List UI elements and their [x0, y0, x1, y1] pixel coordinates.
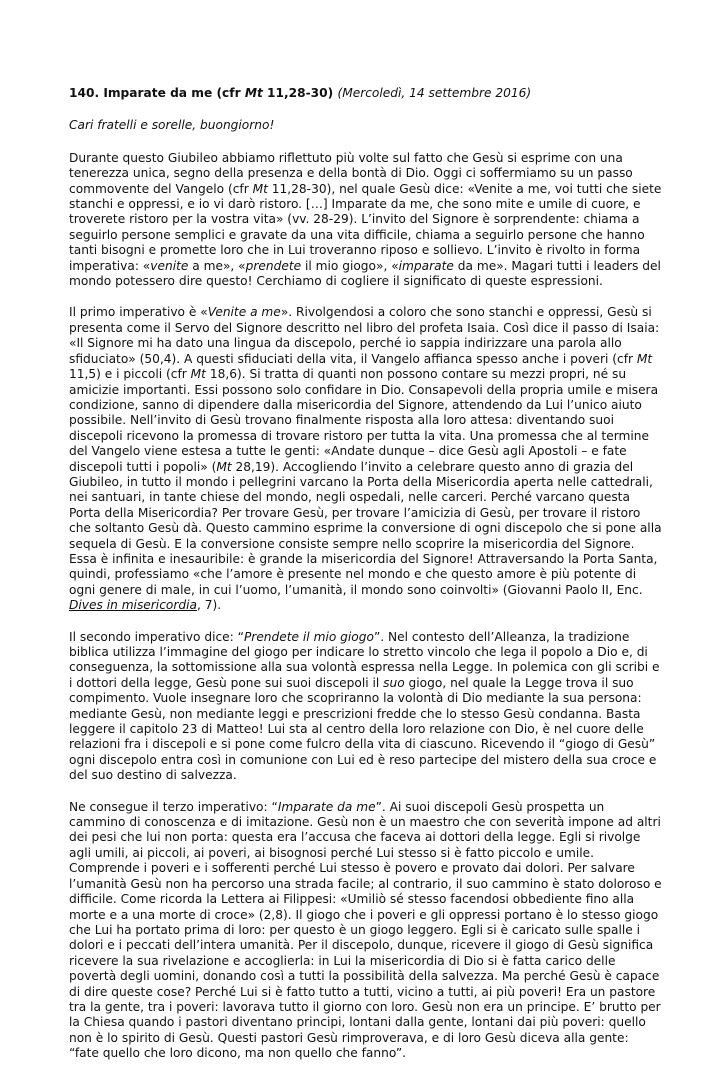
section-number: 140.	[69, 86, 100, 100]
text-run: da me». Magari tutti i leaders del mondo potessero dire questo! Cerchiamo di cogliere il significato di queste espressioni.	[69, 258, 661, 289]
title-gospel-ref: Mt	[244, 86, 263, 100]
text-run: ». Rivolgendosi a coloro che sono stanchi e oppressi, Gesù si presenta come il Servo del Signore descritto nel libro del profeta Isaia. Così dice il passo di Isaia: «Il Signore mi ha dato una lingua da discepolo, perché io sappia indirizzare una parola allo sfiduciato» (50,4). A questi sfiduciati della vita, il Vangelo affianca spesso anche i poveri (cfr	[69, 305, 660, 366]
italic-run: prendete	[245, 258, 302, 273]
text-run: a me», «	[188, 258, 246, 273]
text-run: 11,28-30), nel quale Gesù dice: «Venite a me, voi tutti che siete stanchi e oppressi, e io vi darò ristoro. […] Imparate da me, che sono mite e umile di cuore, e troverete ristoro per la vostra vita» (vv. 28-29). L’invito del Signore è sorprendente: chiama a seguirlo persone semplici e gravate da una vita difficile, chiama a seguirlo persone che hanno tanti bisogni e promette loro che in Lui troveranno riposo e sollievo. L’invito è rivolto in forma imperativa: «	[69, 181, 662, 273]
title-text: Imparate da me (cfr	[103, 86, 245, 100]
text-run: ”. Nel contesto dell’Alleanza, la tradizione biblica utilizza l’immagine del giogo per indicare lo stretto vincolo che lega il popolo a Dio e, di conseguenza, la sottomissione alla sua volontà espressa nella Legge. In polemica con gli scribi e i dottori della legge, Gesù pone sui suoi discepoli il	[69, 629, 660, 690]
encyclical-link[interactable]: Dives in misericordia	[69, 598, 197, 613]
paragraph-first-imperative	[69, 305, 662, 613]
italic-run: Mt	[216, 459, 232, 474]
document-page	[69, 86, 662, 1078]
text-run: Il secondo imperativo dice: “	[69, 629, 244, 644]
greeting: Cari fratelli e sorelle, buongiorno!	[69, 118, 275, 133]
text-run: Durante questo Giubileo abbiamo riflettuto più volte sul fatto che Gesù si esprime con una tenerezza unica, segno della presenza e della bontà di Dio. Oggi ci soffermiamo su un passo commovente del Vangelo (cfr	[69, 150, 633, 196]
italic-run: Prendete il mio giogo	[243, 629, 374, 644]
text-run: giogo, nel quale la Legge trova il suo compimento. Vuole insegnare loro che scopriranno la volontà di Dio mediante la sua persona: mediante Gesù, non mediante leggi e prescrizioni fredde che lo stesso Gesù condanna. Basta leggere il capitolo 23 di Matteo! Lui sta al centro della loro relazione con Dio, è nel cuore delle relazioni fra i discepoli e si pone come fulcro della vita di ciascuno. Ricevendo il “giogo di Gesù” ogni discepolo entra così in comunione con Lui ed è reso partecipe del mistero della sua croce e del suo destino di salvezza.	[69, 675, 657, 783]
italic-run: Imparate da me	[277, 799, 376, 814]
text-run: 11,5) e i piccoli (cfr	[69, 367, 191, 382]
title-date: (Mercoledì, 14 settembre 2016)	[337, 86, 532, 100]
text-run: Il primo imperativo è «	[69, 305, 208, 320]
italic-run: suo	[383, 675, 405, 690]
text-run: 28,19). Accogliendo l’invito a celebrare questo anno di grazia del Giubileo, in tutto il mondo i pellegrini varcano la Porta della Misericordia aperta nelle cattedrali, nei santuari, in tante chiese del mondo, negli ospedali, nelle carceri. Perché varcano questa Porta della Misericordia? Per trovare Gesù, per trovare l’amicizia di Gesù, per trovare il ristoro che soltanto Gesù dà. Questo cammino esprime la conversione di ogni discepolo che si pone alla sequela di Gesù. E la conversione consiste sempre nello scoprire la misericordia del Signore. Essa è infinita e inesauribile: è grande la misericordia del Signore! Attraversando la Porta Santa, quindi, professiamo «che l’amore è presente nel mondo e che questo amore è più potente di ogni genere di male, in cui l’uomo, l’umanità, il mondo sono coinvolti» (Giovanni Paolo II, Enc.	[69, 459, 662, 597]
text-run: , 7).	[196, 598, 222, 613]
text-run: Ne consegue il terzo imperativo: “	[69, 799, 278, 814]
paragraph-second-imperative	[69, 630, 662, 784]
text-run: 18,6). Si tratta di quanti non possono contare su mezzi propri, né su amicizie importanti. Essi possono solo confidare in Dio. Consapevoli della propria umile e misera condizione, sanno di dipendere dalla misericordia del Signore, attendendo da Lui l’unico aiuto possibile. Nell’invito di Gesù trovano finalmente risposta alla loro attesa: diventando suoi discepoli ricevono la promessa di trovare ristoro per tutta la vita. Una promessa che al termine del Vangelo viene estesa a tutte le genti: «Andate dunque – dice Gesù agli Apostoli – e fate discepoli tutti i popoli» (	[69, 367, 659, 474]
italic-run: Mt	[636, 351, 653, 366]
italic-run: Mt	[190, 367, 206, 382]
italic-run: imparate	[398, 258, 454, 273]
italic-run: Mt	[252, 181, 268, 196]
italic-run: Venite a me	[207, 305, 281, 320]
text-run: ”. Ai suoi discepoli Gesù prospetta un cammino di conoscenza e di imitazione. Gesù non è un maestro che con severità impone ad altri dei pesi che lui non porta: questa era l’accusa che faceva ai dottori della legge. Egli si rivolge agli umili, ai piccoli, ai poveri, ai bisognosi perché Lui stesso si è fatto piccolo e umile. Comprende i poveri e i sofferenti perché Lui stesso è povero e provato dai dolori. Per salvare l’umanità Gesù non ha percorso una strada facile; al contrario, il suo cammino è stato doloroso e difficile. Come ricorda la Lettera ai Filippesi: «Umiliò sé stesso facendosi obbediente fino alla morte e a una morte di croce» (2,8). Il giogo che i poveri e gli oppressi portano è lo stesso giogo che Lui ha portato prima di loro: per questo è un giogo leggero. Egli si è caricato sulle spalle i dolori e i peccati dell’intera umanità. Per il discepolo, dunque, ricevere il giogo di Gesù significa ricevere la sua rivelazione e accoglierla: in Lui la misericordia di Dio si è fatta carico delle povertà degli uomini, donando così a tutti la possibilità della salvezza. Ma perché Gesù è capace di dire queste cose? Perché Lui si è fatto tutto a tutti, vicino a tutti, ai più poveri! Era un pastore tra la gente, tra i poveri: lavorava tutto il giorno con loro. Gesù non era un principe. E’ brutto per la Chiesa quando i pastori diventano principi, lontani dalla gente, lontani dai più poveri: quello non è lo spirito di Gesù. Questi pastori Gesù rimproverava, e di loro Gesù diceva alla gente: “fate quello che loro dicono, ma non quello che fanno”.	[69, 799, 662, 1061]
document-title	[69, 86, 662, 101]
paragraph-third-imperative	[69, 800, 662, 1062]
title-verse-ref: 11,28-30)	[262, 86, 334, 100]
paragraph-intro	[69, 151, 662, 290]
text-run: il mio giogo», «	[301, 258, 399, 273]
italic-run: venite	[150, 258, 189, 273]
